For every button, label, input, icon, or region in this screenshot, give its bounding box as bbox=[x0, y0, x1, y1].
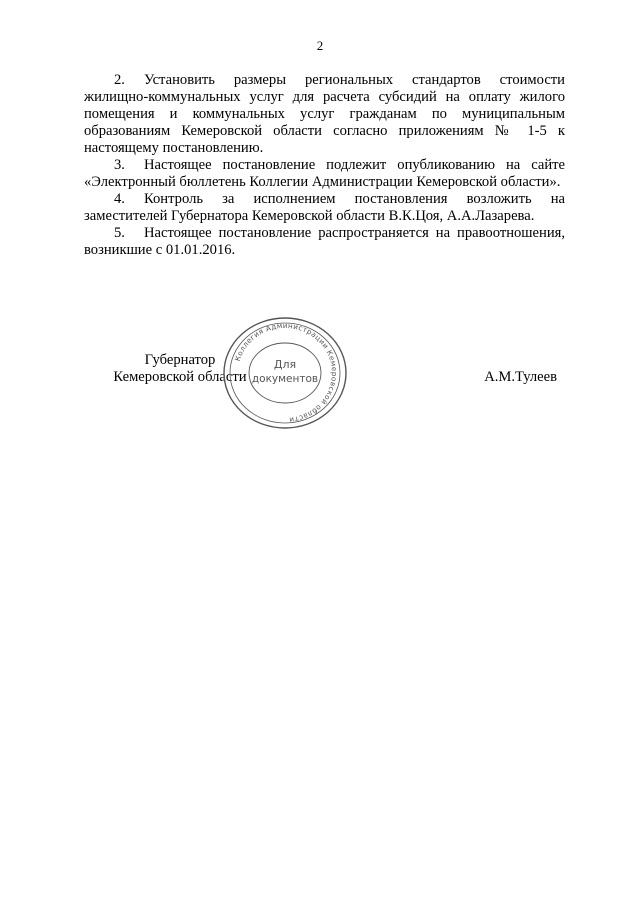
paragraph-3 bbox=[84, 157, 565, 191]
signatory-region: Кемеровской области bbox=[113, 369, 247, 385]
paragraph-number: 2. bbox=[114, 72, 125, 88]
seal-graphic bbox=[220, 315, 350, 431]
paragraph-text: Установить размеры региональных стандартов стоимости жилищно-коммунальных услуг для расчета субсидий на оплату жилого помещения и коммунальных услуг гражданам по муниципальным образованиям Кемеровской области согласно приложениям № 1-5 к настоящему постановлению. bbox=[84, 72, 565, 156]
signatory-name: А.М.Тулеев bbox=[484, 369, 557, 385]
paragraph-number: 5. bbox=[114, 225, 125, 241]
paragraph-text: Контроль за исполнением постановления возложить на заместителей Губернатора Кемеровской области В.К.Цоя, А.А.Лазарева. bbox=[84, 191, 565, 224]
official-seal bbox=[220, 315, 350, 431]
document-body bbox=[84, 72, 565, 259]
paragraph-text: Настоящее постановление подлежит опубликованию на сайте «Электронный бюллетень Коллегии Администрации Кемеровской области». bbox=[84, 157, 565, 190]
paragraph-text: Настоящее постановление распространяется на правоотношения, возникшие с 01.01.2016. bbox=[84, 225, 565, 258]
paragraph-number: 3. bbox=[114, 157, 125, 173]
paragraph-5 bbox=[84, 225, 565, 259]
paragraph-4 bbox=[84, 191, 565, 225]
paragraph-number: 4. bbox=[114, 191, 125, 207]
signatory-position: Губернатор bbox=[144, 352, 216, 368]
paragraph-2 bbox=[84, 72, 565, 157]
seal-center-line2: документов bbox=[251, 373, 319, 385]
page-number: 2 bbox=[316, 38, 324, 53]
seal-ring-text: Коллегия Администрации Кемеровской области bbox=[232, 320, 340, 425]
seal-center-line1: Для bbox=[273, 358, 297, 371]
